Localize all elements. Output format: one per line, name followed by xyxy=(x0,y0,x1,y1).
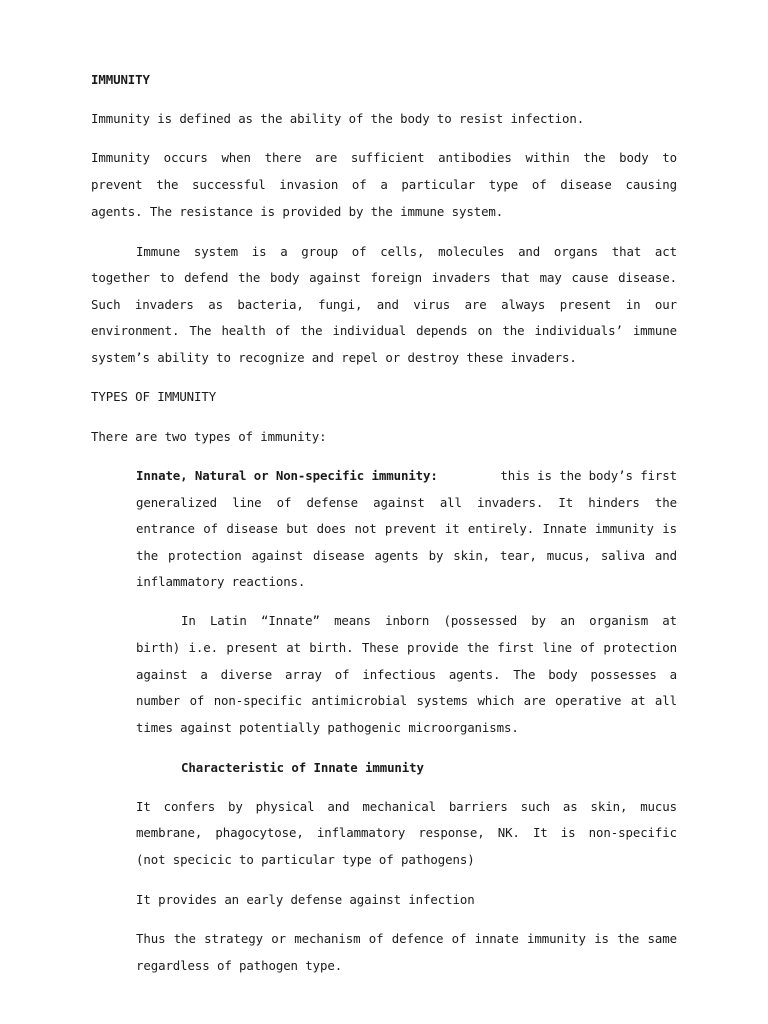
paragraph-line: number of non-specific antimicrobial systems which are operative at all xyxy=(136,693,677,708)
paragraph-line: against a diverse array of infectious agents. The body possesses a xyxy=(136,667,677,682)
doc-title: IMMUNITY xyxy=(91,72,150,87)
paragraph-line: Thus the strategy or mechanism of defence of innate immunity is the same xyxy=(136,931,677,946)
paragraph-line: system’s ability to recognize and repel or destroy these invaders. xyxy=(91,350,577,365)
paragraph-line: It confers by physical and mechanical barriers such as skin, mucus xyxy=(136,799,677,814)
paragraph-line: entrance of disease but does not prevent it entirely. Innate immunity is xyxy=(136,521,677,536)
definition-paragraph: Immunity is defined as the ability of the body to resist infection. xyxy=(91,111,585,126)
paragraph-line: regardless of pathogen type. xyxy=(136,958,343,973)
types-intro: There are two types of immunity: xyxy=(91,429,327,444)
paragraph-line xyxy=(136,468,677,484)
paragraph-line: generalized line of defense against all invaders. It hinders the xyxy=(136,495,677,510)
paragraph-line: together to defend the body against foreign invaders that may cause disease. xyxy=(91,270,677,285)
paragraph-line: In Latin “Innate” means inborn (possessed by an organism at xyxy=(181,613,677,628)
paragraph-line: environment. The health of the individual depends on the individuals’ immune xyxy=(91,323,677,338)
types-heading: TYPES OF IMMUNITY xyxy=(91,389,217,404)
paragraph-line: prevent the successful invasion of a particular type of disease causing xyxy=(91,177,677,192)
paragraph-line: (not specicic to particular type of pathogens) xyxy=(136,852,475,867)
innate-text: this is the body’s first xyxy=(500,468,677,483)
paragraph-line: membrane, phagocytose, inflammatory response, NK. It is non-specific xyxy=(136,825,677,840)
paragraph-line: inflammatory reactions. xyxy=(136,574,306,589)
paragraph-line: Immune system is a group of cells, molecules and organs that act xyxy=(136,244,677,259)
paragraph-line: agents. The resistance is provided by the immune system. xyxy=(91,204,504,219)
paragraph-line: the protection against disease agents by skin, tear, mucus, saliva and xyxy=(136,548,677,563)
paragraph-line: times against potentially pathogenic microorganisms. xyxy=(136,720,519,735)
innate-label: Innate, Natural or Non-specific immunity: xyxy=(136,468,438,483)
characteristic-heading: Characteristic of Innate immunity xyxy=(181,760,424,775)
paragraph-line: Immunity occurs when there are sufficient antibodies within the body to xyxy=(91,150,677,165)
paragraph-line: Such invaders as bacteria, fungi, and virus are always present in our xyxy=(91,297,677,312)
characteristic-paragraph-2: It provides an early defense against infection xyxy=(136,892,475,907)
paragraph-line: birth) i.e. present at birth. These provide the first line of protection xyxy=(136,640,677,655)
